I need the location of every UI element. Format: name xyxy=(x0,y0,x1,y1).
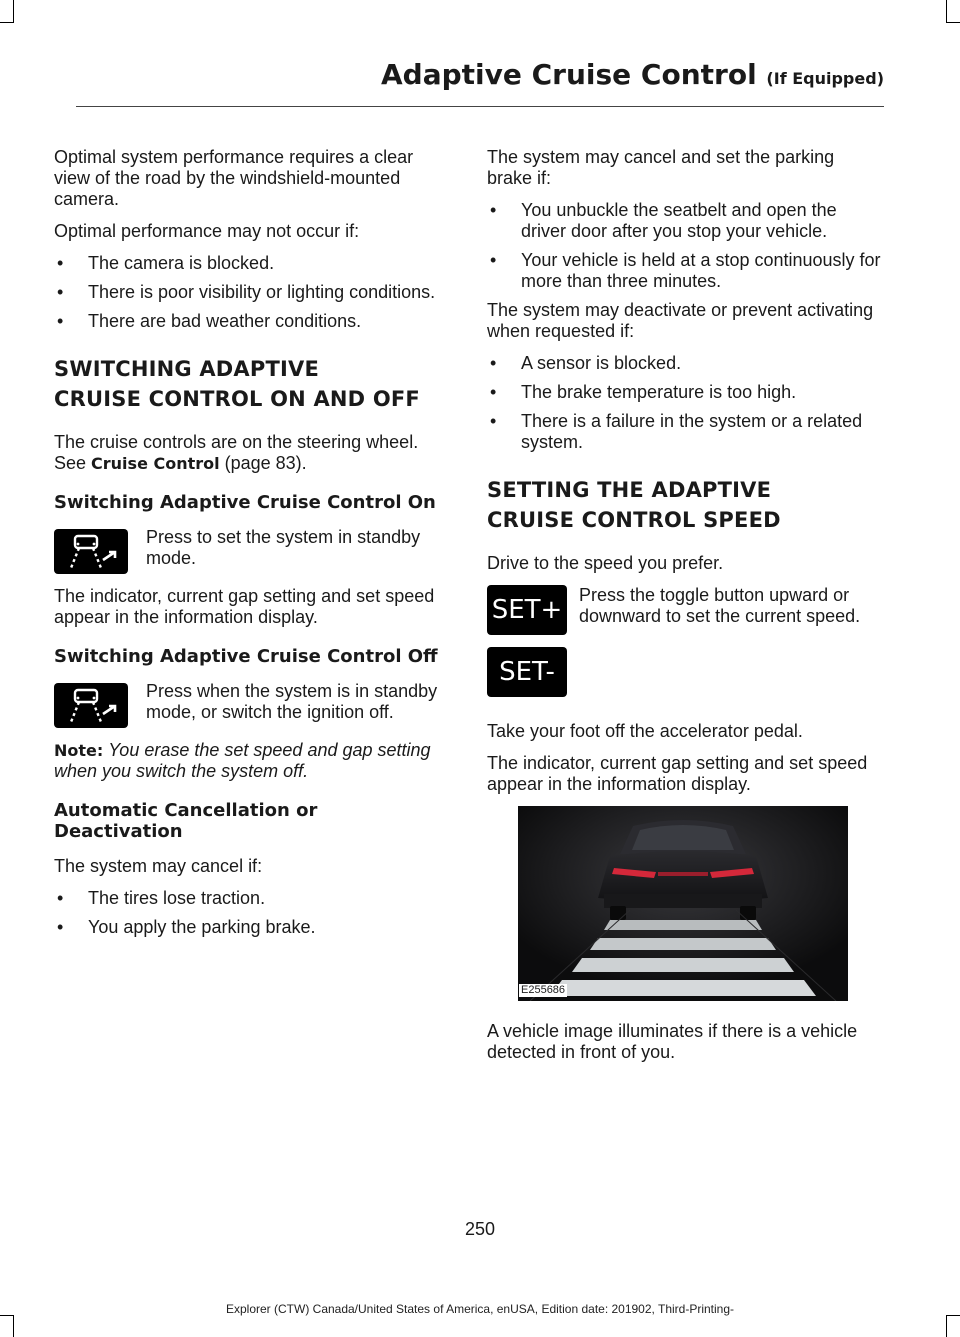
cross-reference-link[interactable]: Cruise Control xyxy=(91,454,220,473)
toggle-instruction xyxy=(487,585,882,709)
vehicle-detected-illustration xyxy=(518,806,848,1001)
parking-brake-bullet-list xyxy=(487,200,882,292)
paragraph-drive-speed: Drive to the speed you prefer. xyxy=(487,553,724,573)
section-heading-switching xyxy=(54,354,449,414)
header-title-main: Adaptive Cruise Control xyxy=(381,58,757,91)
list-item: • The tires lose traction. xyxy=(54,888,449,909)
right-column xyxy=(487,147,882,1074)
page-header-title xyxy=(0,58,884,91)
heading-line: CRUISE CONTROL ON AND OFF xyxy=(54,387,420,411)
list-item: • There is a failure in the system or a related system. xyxy=(487,411,882,453)
list-item: • You unbuckle the seatbelt and open the driver door after you stop your vehicle. xyxy=(487,200,882,242)
switch-on-instruction xyxy=(54,527,449,574)
set-minus-button-icon: SET- xyxy=(487,647,567,697)
left-column xyxy=(54,147,449,946)
list-item: • There are bad weather conditions. xyxy=(54,311,449,332)
paragraph-vehicle-illuminates: A vehicle image illuminates if there is a vehicle detected in front of you. xyxy=(487,1021,858,1062)
heading-line: SETTING THE ADAPTIVE xyxy=(487,478,772,502)
figure-label: E255686 xyxy=(521,984,566,996)
header-rule xyxy=(76,106,884,107)
paragraph-indicator-display-2: The indicator, current gap setting and set speed appear in the information display. xyxy=(487,753,868,794)
crop-mark-top-left-h xyxy=(0,22,14,23)
deactivate-bullet-list xyxy=(487,353,882,453)
note-paragraph xyxy=(54,740,449,782)
text-span: The cruise controls are on the steering wheel. See xyxy=(54,432,419,473)
crop-mark-bottom-left-v xyxy=(13,1315,14,1337)
text-span: (page 83). xyxy=(219,453,307,473)
switch-off-instruction xyxy=(54,681,449,728)
section-heading-setting-speed xyxy=(487,475,882,535)
set-button-stack xyxy=(487,585,567,709)
performance-bullet-list xyxy=(54,253,449,332)
edition-footer: Explorer (CTW) Canada/United States of America, enUSA, Edition date: 201902, Third-Printing- xyxy=(225,1302,735,1316)
adaptive-cruise-icon xyxy=(54,683,128,728)
paragraph-performance-intro: Optimal performance may not occur if: xyxy=(54,221,360,241)
switch-on-text: Press to set the system in standby mode. xyxy=(146,527,421,568)
list-item: • You apply the parking brake. xyxy=(54,917,449,938)
heading-line: SWITCHING ADAPTIVE xyxy=(54,357,320,381)
list-item: • The brake temperature is too high. xyxy=(487,382,882,403)
list-item: • A sensor is blocked. xyxy=(487,353,882,374)
subheading-automatic-cancellation: Automatic Cancellation or Deactivation xyxy=(54,800,318,842)
paragraph-foot-off: Take your foot off the accelerator pedal. xyxy=(487,721,803,741)
paragraph-cruise-controls xyxy=(54,432,449,474)
cancel-bullet-list xyxy=(54,888,449,938)
paragraph-camera-view: Optimal system performance requires a clear view of the road by the windshield-mounted camera. xyxy=(54,147,414,209)
page-number: 250 xyxy=(464,1219,496,1239)
crop-mark-top-left-v xyxy=(13,0,14,22)
switch-off-text: Press when the system is in standby mode, or switch the ignition off. xyxy=(146,681,438,722)
paragraph-deactivate: The system may deactivate or prevent activating when requested if: xyxy=(487,300,874,341)
toggle-text: Press the toggle button upward or downward to set the current speed. xyxy=(579,585,861,626)
subheading-switch-on: Switching Adaptive Cruise Control On xyxy=(54,492,436,513)
crop-mark-top-right-h xyxy=(946,22,960,23)
header-title-suffix: (If Equipped) xyxy=(766,69,884,88)
paragraph-may-cancel: The system may cancel if: xyxy=(54,856,263,876)
note-label: Note: xyxy=(54,741,104,760)
list-item: • Your vehicle is held at a stop continuously for more than three minutes. xyxy=(487,250,882,292)
list-item: • The camera is blocked. xyxy=(54,253,449,274)
crop-mark-bottom-right-v xyxy=(946,1315,947,1337)
heading-line: CRUISE CONTROL SPEED xyxy=(487,508,781,532)
set-plus-button-icon: SET+ xyxy=(487,585,567,635)
subheading-switch-off: Switching Adaptive Cruise Control Off xyxy=(54,646,438,667)
adaptive-cruise-icon xyxy=(54,529,128,574)
crop-mark-top-right-v xyxy=(946,0,947,22)
paragraph-indicator-display: The indicator, current gap setting and set speed appear in the information display. xyxy=(54,586,435,627)
car-ahead-image xyxy=(518,806,848,1001)
paragraph-parking-brake: The system may cancel and set the parking brake if: xyxy=(487,147,835,188)
note-text: You erase the set speed and gap setting when you switch the system off. xyxy=(54,740,431,781)
list-item: • There is poor visibility or lighting conditions. xyxy=(54,282,449,303)
